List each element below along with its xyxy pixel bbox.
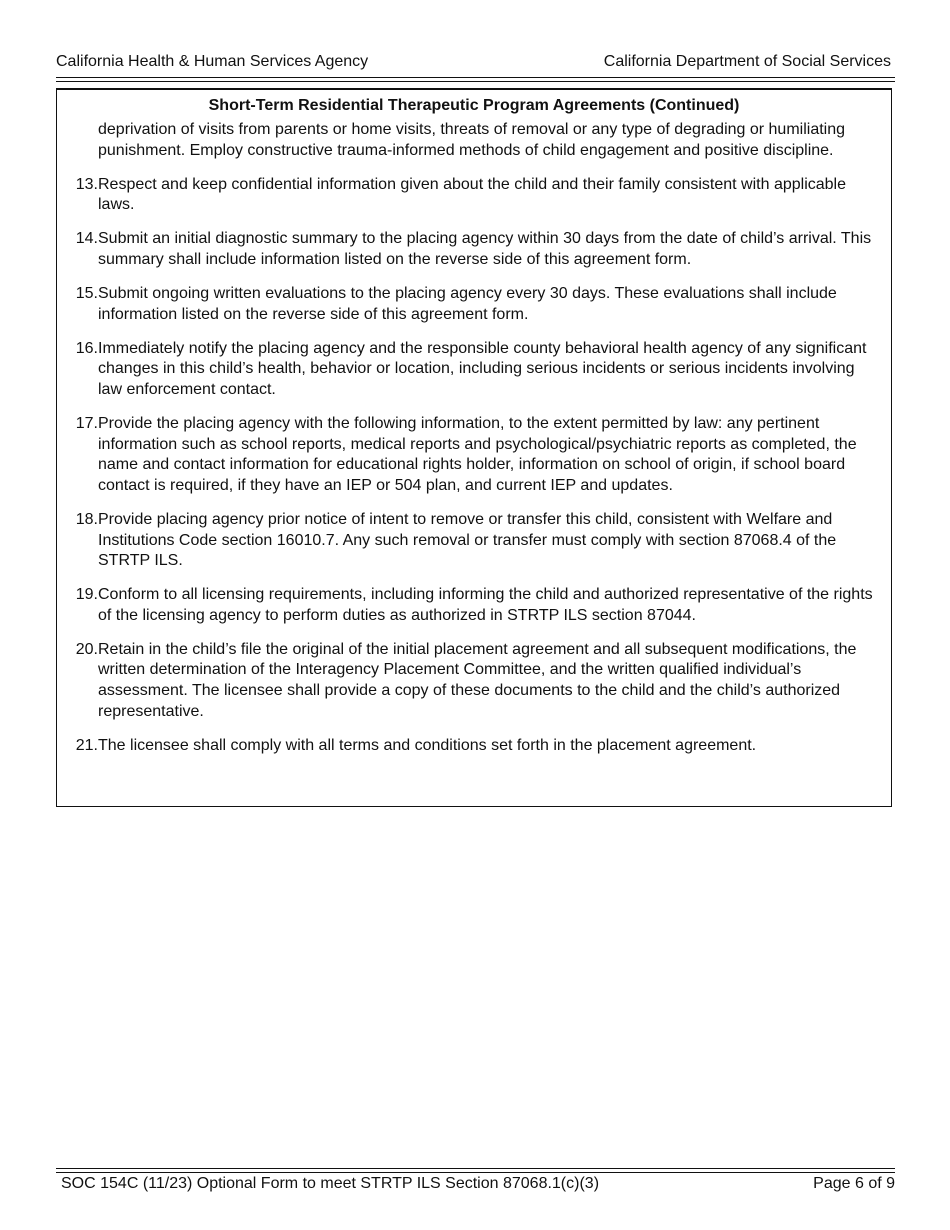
- list-item-number: [57, 175, 98, 216]
- list-item-text: Immediately notify the placing agency and the responsible county behavioral health agency of any significant changes in this child’s health, behavior or location, including serious incidents or serious incidents involving law enforcement contact.: [98, 339, 867, 398]
- list-item-text: Respect and keep confidential information given about the child and their family consistent with applicable laws.: [98, 175, 846, 214]
- list-item-number-label: 19.: [75, 586, 98, 604]
- list-item-number-label: 13.: [75, 175, 98, 193]
- list-item-text: Submit ongoing written evaluations to the placing agency every 30 days. These evaluations shall include information listed on the reverse side of this agreement form.: [98, 285, 837, 323]
- list-item-number-label: 14.: [75, 230, 98, 248]
- footer-form-id: SOC 154C (11/23) Optional Form to meet STRTP ILS Section 87068.1(c)(3): [61, 1175, 600, 1192]
- header-rule-bottom: [56, 81, 895, 82]
- list-item-number-label: 15.: [75, 285, 98, 303]
- section-title: Short-Term Residential Therapeutic Program Agreements (Continued): [208, 97, 740, 114]
- list-item-text: Provide the placing agency with the following information, to the extent permitted by law: any pertinent information such as school reports, medical reports and psychological/psychiatric reports as completed, the name and contact information for educational rights holder, information on school of origin, if school board contact is required, if they have an IEP or 504 plan, and current IEP and updates.: [98, 415, 857, 494]
- header-rule-top: [56, 77, 895, 78]
- list-item: [57, 284, 891, 325]
- list-item-text: Provide placing agency prior notice of intent to remove or transfer this child, consistent with Welfare and Institutions Code section 16010.7. Any such removal or transfer must comply with section 87068.4 of the STRTP ILS.: [98, 510, 837, 570]
- page-header: [56, 53, 891, 71]
- continued-paragraph: deprivation of visits from parents or home visits, threats of removal or any type of degrading or humiliating punishment. Employ constructive trauma-informed methods of child engagement and positive discipline.: [98, 121, 846, 159]
- list-item-number: [57, 510, 98, 572]
- list-item-number-label: 17.: [75, 415, 98, 433]
- item-container: [57, 175, 891, 757]
- list-item-number: [57, 284, 98, 325]
- page-footer: [61, 1175, 895, 1193]
- list-item-text: Retain in the child’s file the original of the initial placement agreement and all subsequent modifications, the written determination of the Interagency Placement Committee, and the written qualified individual’s assessment. The licensee shall provide a copy of these documents to the child and the child’s authorized representative.: [98, 640, 857, 720]
- list-item-number: [57, 414, 98, 496]
- footer-rule-bottom: [56, 1172, 895, 1173]
- list-item-text: Submit an initial diagnostic summary to the placing agency within 30 days from the date of child’s arrival. This summary shall include information listed on the reverse side of this agreement form.: [98, 230, 872, 268]
- list-item: [57, 339, 891, 401]
- list-item-number: [57, 229, 98, 270]
- agreement-list: [57, 120, 891, 756]
- list-item: [57, 175, 891, 216]
- header-agency: California Health & Human Services Agency: [56, 53, 369, 70]
- list-item: [57, 736, 891, 757]
- list-item: [57, 414, 891, 496]
- list-item: [57, 510, 891, 572]
- list-item: [57, 229, 891, 270]
- footer-page-number: Page 6 of 9: [813, 1175, 895, 1192]
- list-item-number-label: 16.: [75, 339, 98, 357]
- list-item-text: The licensee shall comply with all terms and conditions set forth in the placement agreement.: [98, 736, 757, 754]
- list-item-number: [57, 585, 98, 626]
- list-item: [57, 585, 891, 626]
- list-item-number: [57, 736, 98, 757]
- agreements-box: [56, 88, 892, 807]
- header-department: California Department of Social Services: [603, 53, 891, 70]
- list-item-number-label: 21.: [75, 736, 98, 754]
- list-item-number: [57, 640, 98, 722]
- footer-rule-top: [56, 1168, 895, 1169]
- list-item-number-label: 20.: [75, 640, 98, 658]
- list-item-number: [57, 339, 98, 401]
- list-item: [57, 640, 891, 722]
- list-item-number-label: 18.: [75, 510, 98, 528]
- list-item-text: Conform to all licensing requirements, including informing the child and authorized representative of the rights of the licensing agency to perform duties as authorized in STRTP ILS section 87044.: [98, 586, 873, 624]
